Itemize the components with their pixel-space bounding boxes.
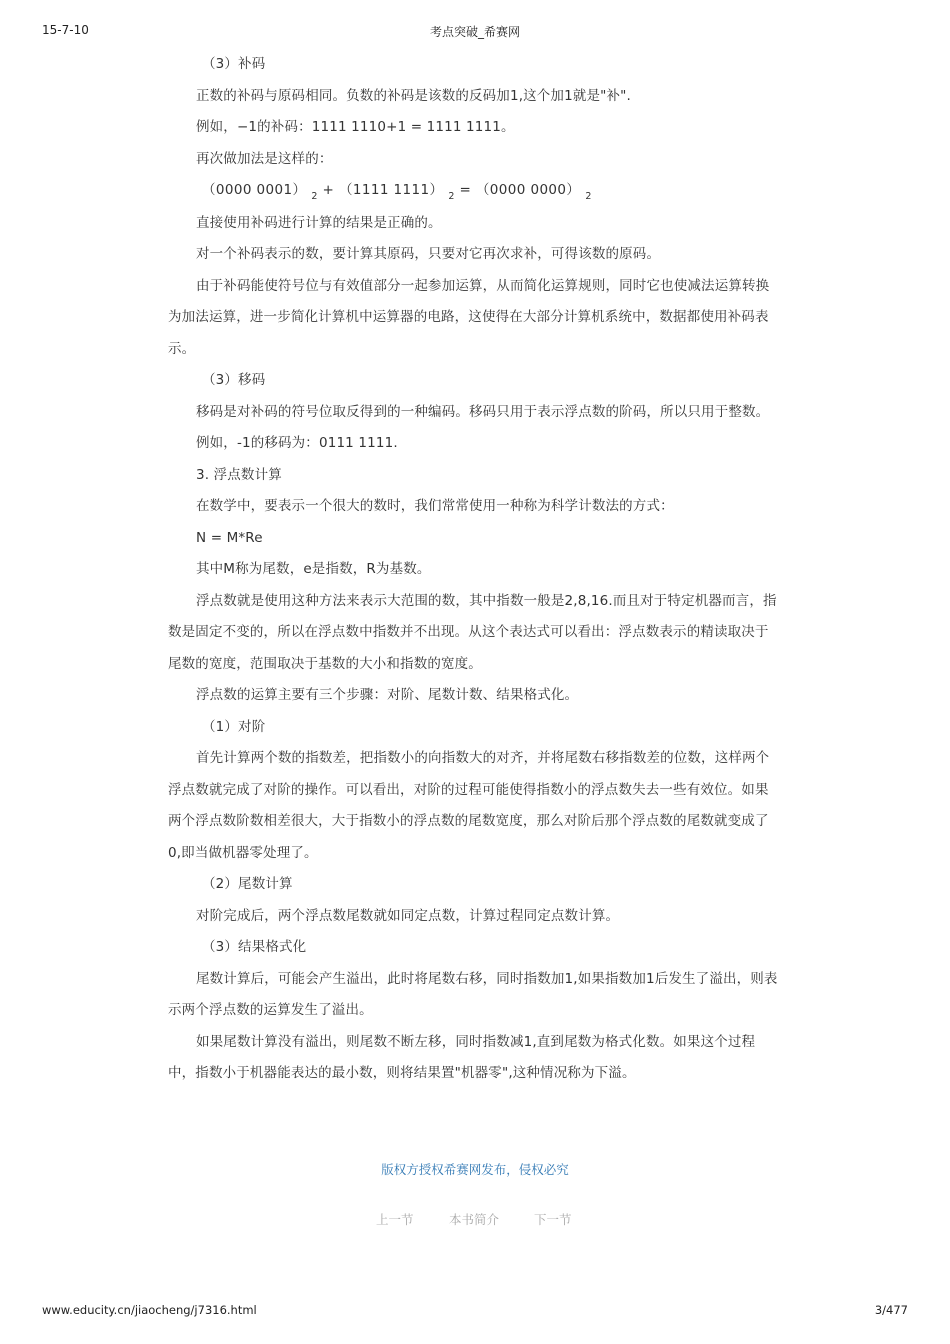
subscript: 2 bbox=[311, 191, 318, 202]
book-intro-link[interactable]: 本书简介 bbox=[449, 1212, 500, 1227]
paragraph: 浮点数的运算主要有三个步骤：对阶、尾数计数、结果格式化。 bbox=[196, 687, 579, 703]
subscript: 2 bbox=[585, 191, 592, 202]
equation-term: = （0000 0000） bbox=[454, 182, 581, 198]
heading-complement-code: （3）补码 bbox=[202, 56, 266, 72]
formula: N = M*Re bbox=[196, 529, 263, 546]
heading-result-format: （3）结果格式化 bbox=[202, 939, 307, 955]
footer-url: www.educity.cn/jiaocheng/j7316.html bbox=[42, 1303, 257, 1317]
paragraph: 由于补码能使符号位与有效值部分一起参加运算，从而简化运算规则，同时它也使减法运算转换为加法运算，进一步简化计算机中运算器的电路，这使得在大部分计算机系统中，数据都使用补码表示。 bbox=[168, 277, 770, 357]
paragraph: 再次做加法是这样的： bbox=[196, 150, 333, 167]
paragraph: 如果尾数计算没有溢出，则尾数不断左移，同时指数减1,直到尾数为格式化数。如果这个过程中，指数小于机器能表达的最小数，则将结果置"机器零",这种情况称为下溢。 bbox=[168, 1033, 756, 1081]
heading-offset-code: （3）移码 bbox=[202, 372, 266, 388]
section-heading-floating-point: 3. 浮点数计算 bbox=[196, 466, 282, 483]
paragraph: 首先计算两个数的指数差，把指数小的向指数大的对齐，并将尾数右移指数差的位数，这样两个浮点数就完成了对阶的操作。可以看出，对阶的过程可能使得指数小的浮点数失去一些有效位。如果两个浮点数阶数相差很大，大于指数小的浮点数的尾数宽度，那么对阶后那个浮点数的尾数就变成了0,即当做机器零处理了。 bbox=[168, 750, 770, 861]
heading-alignment: （1）对阶 bbox=[202, 718, 266, 735]
binary-addition-equation bbox=[168, 175, 780, 208]
page-number: 3/477 bbox=[874, 1303, 908, 1317]
equation-term: + （1111 1111） bbox=[317, 182, 444, 198]
paragraph: 移码是对补码的符号位取反得到的一种编码。移码只用于表示浮点数的阶码，所以只用于整数。 bbox=[196, 403, 770, 420]
next-section-link[interactable]: 下一节 bbox=[534, 1212, 572, 1227]
paragraph: 在数学中，要表示一个很大的数时，我们常常使用一种称为科学计数法的方式： bbox=[196, 498, 674, 514]
paragraph: 其中M称为尾数，e是指数，R为基数。 bbox=[196, 561, 431, 577]
paragraph: 对一个补码表示的数，要计算其原码，只要对它再次求补，可得该数的原码。 bbox=[196, 246, 661, 262]
subscript: 2 bbox=[448, 191, 455, 202]
paragraph: 直接使用补码进行计算的结果是正确的。 bbox=[196, 214, 442, 231]
header-date: 15-7-10 bbox=[42, 23, 89, 37]
article-body bbox=[168, 49, 780, 1090]
paragraph: 浮点数就是使用这种方法来表示大范围的数，其中指数一般是2,8,16.而且对于特定机器而言，指数是固定不变的，所以在浮点数中指数并不出现。从这个表达式可以看出：浮点数表示的精读取决于尾数的宽度，范围取决于基数的大小和指数的宽度。 bbox=[168, 592, 777, 672]
paragraph: 尾数计算后，可能会产生溢出，此时将尾数右移，同时指数加1,如果指数加1后发生了溢出，则表示两个浮点数的运算发生了溢出。 bbox=[168, 970, 778, 1018]
paragraph: 对阶完成后，两个浮点数尾数就如同定点数，计算过程同定点数计算。 bbox=[196, 907, 620, 924]
paragraph: 正数的补码与原码相同。负数的补码是该数的反码加1,这个加1就是"补". bbox=[196, 87, 631, 104]
equation-term: （0000 0001） bbox=[202, 182, 307, 198]
header-site-title: 考点突破_希赛网 bbox=[429, 25, 520, 39]
paragraph: 例如，−1的补码：1111 1110+1 = 1111 1111。 bbox=[196, 119, 515, 135]
prev-section-link[interactable]: 上一节 bbox=[376, 1212, 414, 1227]
copyright-notice: 版权方授权希赛网发布，侵权必究 bbox=[381, 1162, 569, 1177]
paragraph: 例如，-1的移码为：0111 1111. bbox=[196, 435, 398, 451]
heading-mantissa-calc: （2）尾数计算 bbox=[202, 876, 293, 892]
